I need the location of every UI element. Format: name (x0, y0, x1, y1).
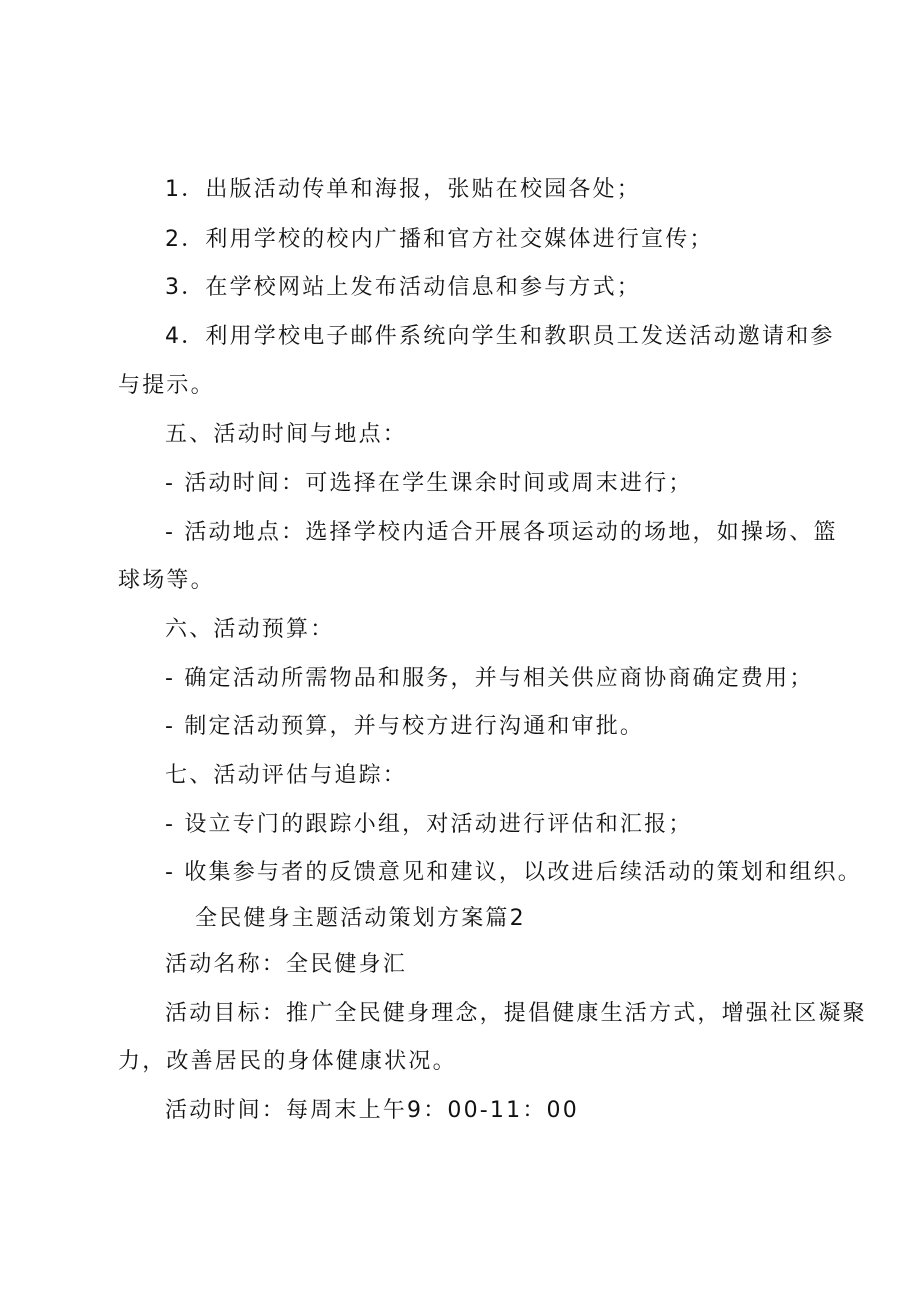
section-heading-7: 七、活动评估与追踪： (165, 763, 408, 788)
bullet-item: - 制定活动预算，并与校方进行沟通和审批。 (165, 714, 645, 739)
activity-goal: 活动目标：推广全民健身理念，提倡健康生活方式，增强社区凝聚 (165, 1001, 867, 1026)
section-heading-5: 五、活动时间与地点： (165, 422, 408, 447)
bullet-item: - 设立专门的跟踪小组，对活动进行评估和汇报； (165, 812, 693, 837)
activity-time: 活动时间：每周末上午9：00-11：00 (165, 1098, 579, 1123)
list-item-4-continuation: 与提示。 (118, 373, 215, 398)
bullet-item: - 确定活动所需物品和服务，并与相关供应商协商确定费用； (165, 666, 814, 691)
list-item-3: 3．在学校网站上发布活动信息和参与方式； (165, 275, 641, 300)
activity-name: 活动名称：全民健身汇 (165, 952, 408, 977)
list-item-4: 4．利用学校电子邮件系统向学生和教职员工发送活动邀请和参 (165, 324, 835, 349)
list-item-1: 1．出版活动传单和海报，张贴在校园各处； (165, 177, 641, 202)
bullet-item-continuation: 球场等。 (118, 568, 215, 593)
section-heading-6: 六、活动预算： (165, 617, 335, 642)
bullet-item: - 收集参与者的反馈意见和建议，以改进后续活动的策划和组织。 (165, 860, 862, 885)
bullet-item: - 活动时间：可选择在学生课余时间或周末进行； (165, 471, 693, 496)
activity-goal-continuation: 力，改善居民的身体健康状况。 (118, 1049, 457, 1074)
section-title: 全民健身主题活动策划方案篇2 (195, 906, 526, 931)
bullet-item: - 活动地点：选择学校内适合开展各项运动的场地，如操场、篮 (165, 520, 838, 545)
list-item-2: 2．利用学校的校内广播和官方社交媒体进行宣传； (165, 227, 714, 252)
